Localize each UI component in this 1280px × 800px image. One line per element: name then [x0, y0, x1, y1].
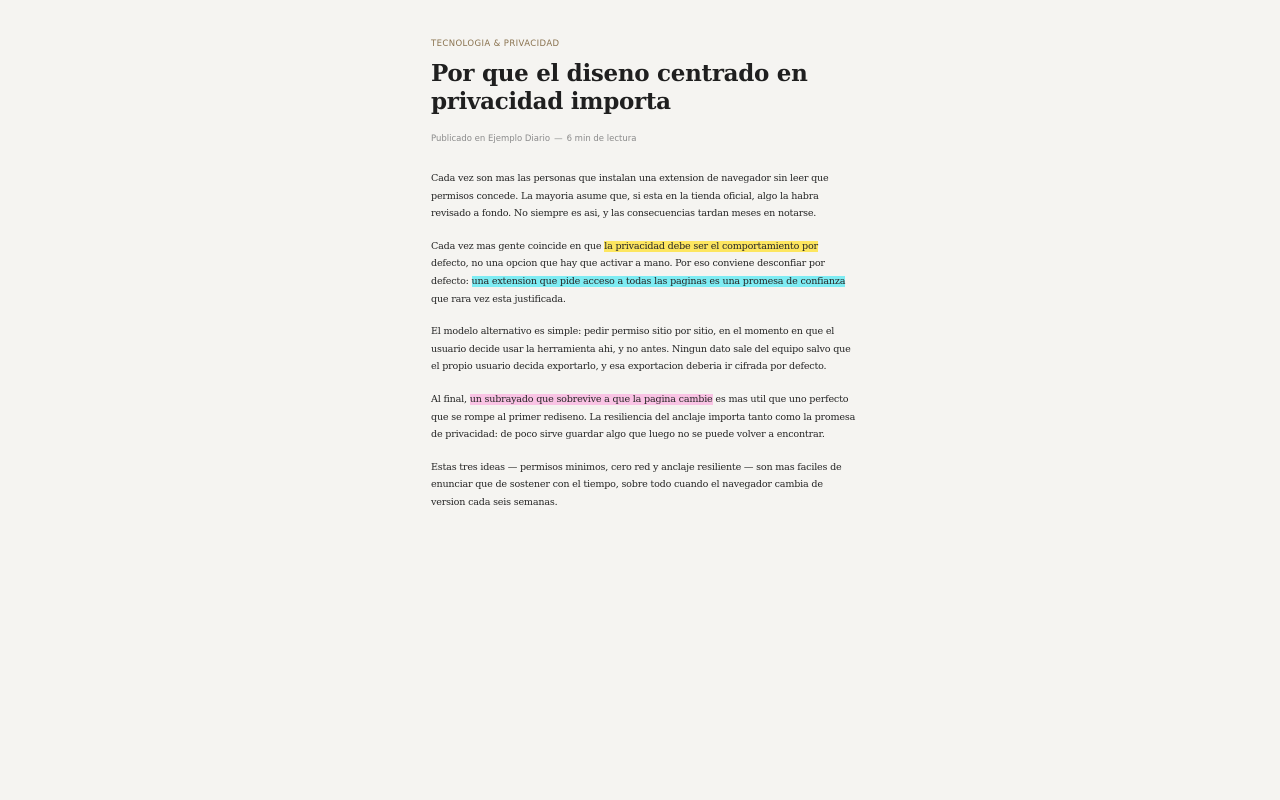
publication-label: Publicado en Ejemplo Diario [431, 134, 551, 144]
paragraph-3: El modelo alternativo es simple: pedir permiso sitio por sitio, en el momento en que el usuario decide usar la herramienta ahi, y no antes. Ningun dato sale del equipo salvo que el propio usuario decida exportarlo, y esa exportacion deberia ir cifrada por defecto. [431, 326, 851, 373]
highlight-pink[interactable]: un subrayado que sobrevive a que la pagina cambie [469, 393, 713, 405]
paragraph-4 [431, 391, 856, 444]
highlight-cyan[interactable]: una extension que pide acceso a todas las paginas es una promesa de confianza [471, 275, 846, 287]
paragraph-4-text-end: es mas util que uno perfecto que se rompe al primer rediseno. La resiliencia del anclaje importa tanto como la promesa de privacidad: de poco sirve guardar algo que luego no se puede volver a encontrar. [431, 393, 856, 441]
highlight-yellow[interactable]: la privacidad debe ser el comportamiento por [604, 240, 818, 252]
paragraph-4-text-start: Al final, [431, 393, 470, 405]
article [431, 36, 856, 527]
paragraph-1: Cada vez son mas las personas que instalan una extension de navegador sin leer que permisos concede. La mayoria asume que, si esta en la tienda oficial, algo la habra revisado a fondo. No siempre es asi, y las consecuencias tardan meses en notarse. [431, 173, 829, 220]
paragraph-2-text-start: Cada vez mas gente coincide en que [431, 240, 605, 252]
paragraph-2-text-end: que rara vez esta justificada. [431, 293, 566, 305]
article-category: TECNOLOGIA & PRIVACIDAD [431, 39, 560, 49]
article-body [431, 170, 856, 512]
paragraph-2-text-middle: defecto, no una opcion que hay que activar a mano. Por eso conviene desconfiar por defecto: [431, 258, 825, 287]
read-time: 6 min de lectura [566, 134, 637, 144]
byline-separator: — [554, 134, 563, 144]
article-byline [431, 132, 856, 146]
article-headline: Por que el diseno centrado en privacidad importa [431, 60, 808, 115]
paragraph-5: Estas tres ideas — permisos minimos, cero red y anclaje resiliente — son mas faciles de enunciar que de sostener con el tiempo, sobre todo cuando el navegador cambia de version cada seis semanas. [431, 461, 842, 508]
paragraph-2 [431, 238, 856, 308]
